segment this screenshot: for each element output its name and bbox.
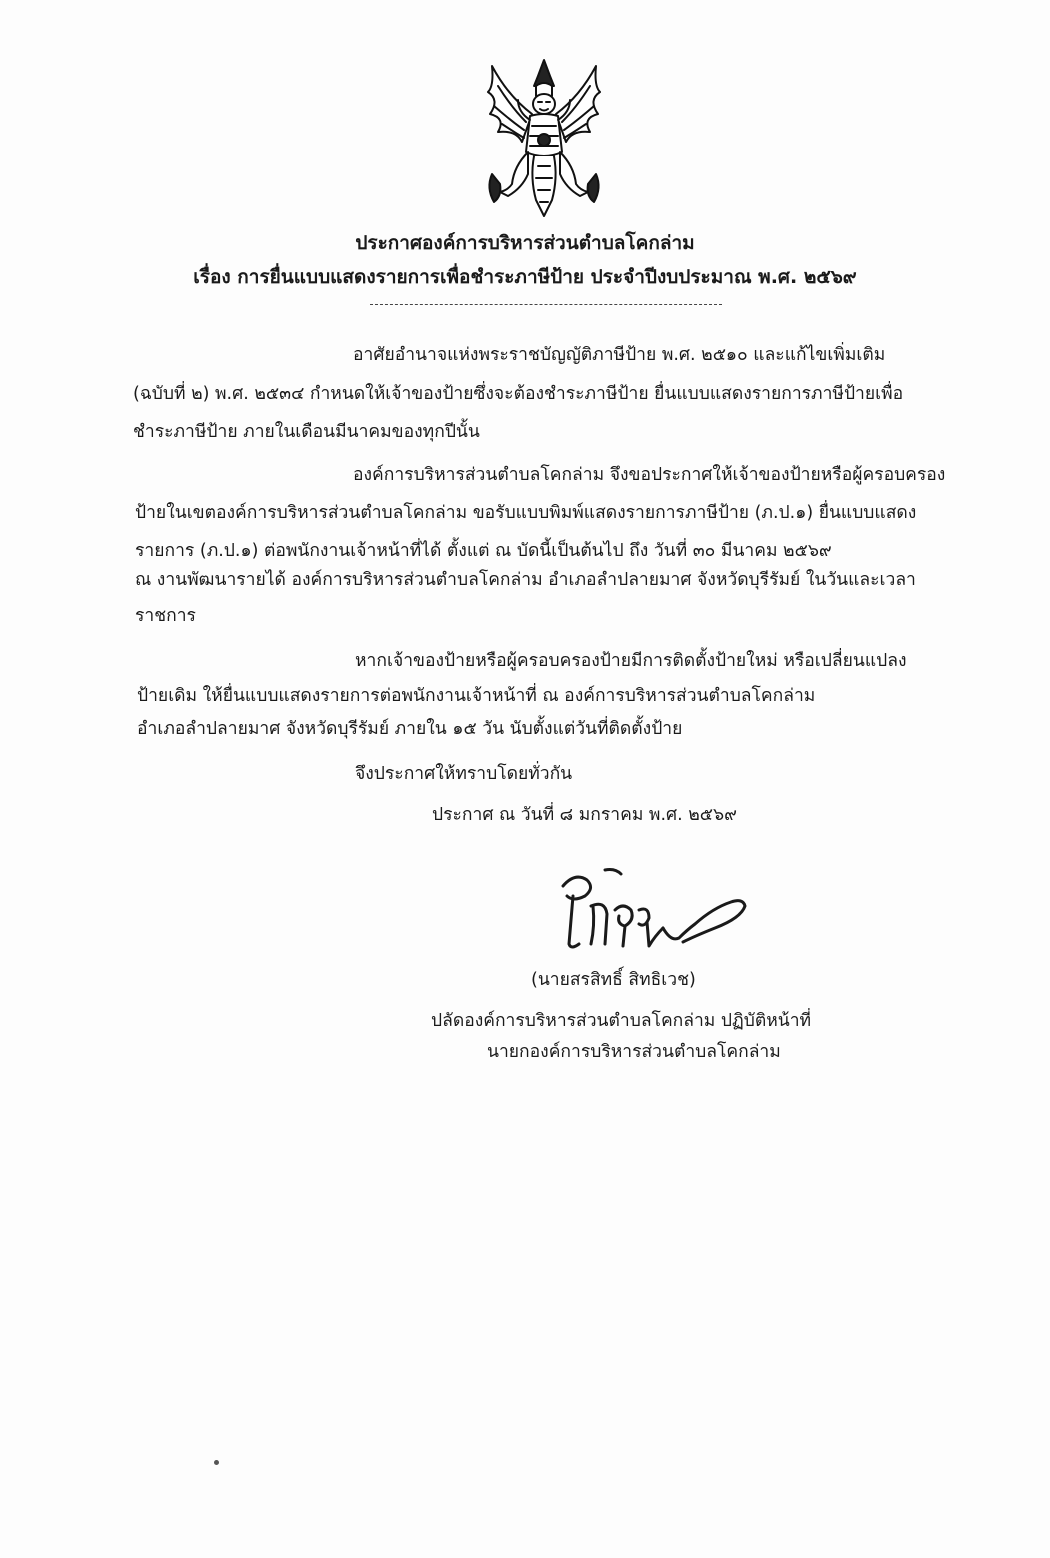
paragraph-1-line-2: (ฉบับที่ ๒) พ.ศ. ๒๕๓๔ กำหนดให้เจ้าของป้ายซึ่งจะต้องชำระภาษีป้าย ยื่นแบบแสดงรายการภาษีป้ายเพื่อ: [133, 384, 904, 404]
handwritten-signature: [545, 866, 755, 958]
scan-speck: [214, 1460, 219, 1465]
announcement-subject: เรื่อง การยื่นแบบแสดงรายการเพื่อชำระภาษีป้าย ประจำปีงบประมาณ พ.ศ. ๒๕๖๙: [193, 266, 857, 288]
paragraph-2-line-1: องค์การบริหารส่วนตำบลโคกล่าม จึงขอประกาศให้เจ้าของป้ายหรือผู้ครอบครอง: [353, 465, 946, 485]
announcement-date: ประกาศ ณ วันที่ ๘ มกราคม พ.ศ. ๒๕๖๙: [432, 805, 737, 825]
signatory-position-1: ปลัดองค์การบริหารส่วนตำบลโคกล่าม ปฏิบัติหน้าที่: [431, 1011, 812, 1031]
paragraph-3-line-3: อำเภอลำปลายมาศ จังหวัดบุรีรัมย์ ภายใน ๑๕ วัน นับตั้งแต่วันที่ติดตั้งป้าย: [137, 719, 683, 739]
paragraph-1-line-1: อาศัยอำนาจแห่งพระราชบัญญัติภาษีป้าย พ.ศ. ๒๕๑๐ และแก้ไขเพิ่มเติม: [353, 345, 886, 365]
paragraph-1-line-3: ชำระภาษีป้าย ภายในเดือนมีนาคมของทุกปีนั้น: [133, 422, 480, 442]
paragraph-2-line-3: รายการ (ภ.ป.๑) ต่อพนักงานเจ้าหน้าที่ได้ ตั้งแต่ ณ บัดนี้เป็นต้นไป ถึง วันที่ ๓๐ มีนาคม ๒๕๖๙: [135, 541, 832, 561]
closing-statement: จึงประกาศให้ทราบโดยทั่วกัน: [355, 764, 573, 784]
paragraph-3-line-1: หากเจ้าของป้ายหรือผู้ครอบครองป้ายมีการติดตั้งป้ายใหม่ หรือเปลี่ยนแปลง: [355, 651, 907, 671]
divider-line: [370, 304, 722, 305]
garuda-emblem-icon: [478, 56, 610, 222]
paragraph-3-line-2: ป้ายเดิม ให้ยื่นแบบแสดงรายการต่อพนักงานเจ้าหน้าที่ ณ องค์การบริหารส่วนตำบลโคกล่าม: [137, 686, 816, 706]
signatory-position-2: นายกองค์การบริหารส่วนตำบลโคกล่าม: [487, 1042, 781, 1062]
paragraph-2-line-2: ป้ายในเขตองค์การบริหารส่วนตำบลโคกล่าม ขอรับแบบพิมพ์แสดงรายการภาษีป้าย (ภ.ป.๑) ยื่นแบบแสดง: [135, 503, 917, 523]
paragraph-2-line-5: ราชการ: [135, 606, 196, 626]
signatory-name: (นายสรสิทธิ์ สิทธิเวช): [531, 970, 696, 990]
paragraph-2-line-4: ณ งานพัฒนารายได้ องค์การบริหารส่วนตำบลโคกล่าม อำเภอลำปลายมาศ จังหวัดบุรีรัมย์ ในวันและเวลา: [135, 570, 916, 590]
announcement-title: ประกาศองค์การบริหารส่วนตำบลโคกล่าม: [355, 232, 695, 254]
